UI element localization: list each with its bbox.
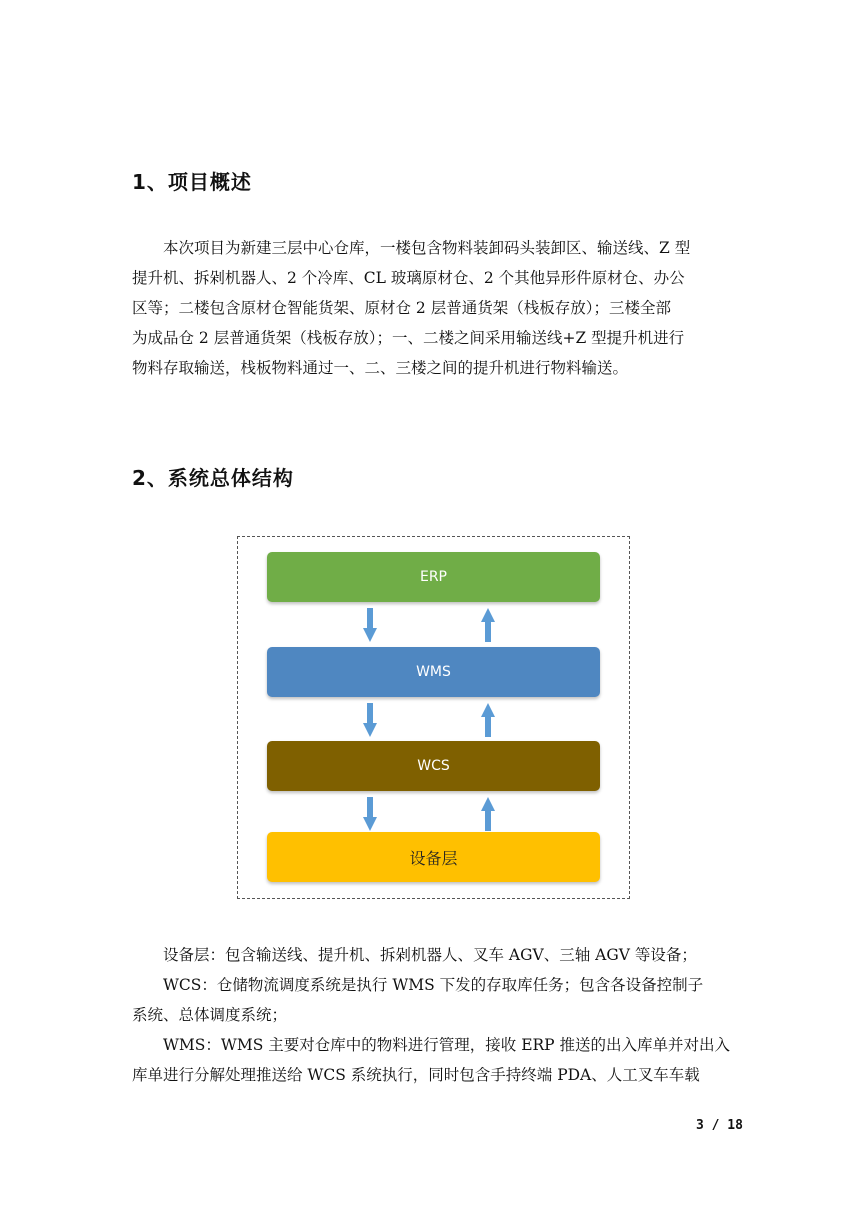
wms-layer: WMS: [267, 647, 600, 697]
section-1-title: 1、项目概述: [132, 170, 252, 194]
device-layer: 设备层: [267, 832, 600, 882]
wcs-layer: WCS: [267, 741, 600, 791]
system-architecture-diagram: [237, 536, 630, 899]
arrow-up-icon: [481, 703, 495, 737]
page-number: 3 / 18: [696, 1118, 743, 1133]
section-1-paragraph: [132, 233, 742, 383]
paragraph-line: 区等；二楼包含原材仓智能货架、原材仓 2 层普通货架（栈板存放）；三楼全部: [132, 299, 671, 317]
paragraph-line: 库单进行分解处理推送给 WCS 系统执行，同时包含手持终端 PDA、人工叉车车载: [132, 1066, 700, 1084]
section-2-paragraph: [132, 940, 742, 1090]
paragraph-line: 设备层：包含输送线、提升机、拆剁机器人、叉车 AGV、三轴 AGV 等设备；: [163, 946, 697, 964]
paragraph-line: WMS：WMS 主要对仓库中的物料进行管理，接收 ERP 推送的出入库单并对出入: [163, 1036, 731, 1054]
arrow-down-icon: [363, 797, 377, 831]
paragraph-line: 物料存取输送，栈板物料通过一、二、三楼之间的提升机进行物料输送。: [132, 359, 629, 377]
arrow-up-icon: [481, 608, 495, 642]
paragraph-line: 为成品仓 2 层普通货架（栈板存放）；一、二楼之间采用输送线+Z 型提升机进行: [132, 329, 685, 347]
paragraph-line: WCS：仓储物流调度系统是执行 WMS 下发的存取库任务；包含各设备控制子: [163, 976, 704, 994]
paragraph-line: 提升机、拆剁机器人、2 个冷库、CL 玻璃原材仓、2 个其他异形件原材仓、办公: [132, 269, 685, 287]
paragraph-line: 系统、总体调度系统；: [132, 1006, 288, 1024]
section-2-title: 2、系统总体结构: [132, 466, 294, 490]
paragraph-line: 本次项目为新建三层中心仓库，一楼包含物料装卸码头装卸区、输送线、Z 型: [163, 239, 691, 257]
arrow-up-icon: [481, 797, 495, 831]
arrow-down-icon: [363, 608, 377, 642]
arrow-down-icon: [363, 703, 377, 737]
erp-layer: ERP: [267, 552, 600, 602]
